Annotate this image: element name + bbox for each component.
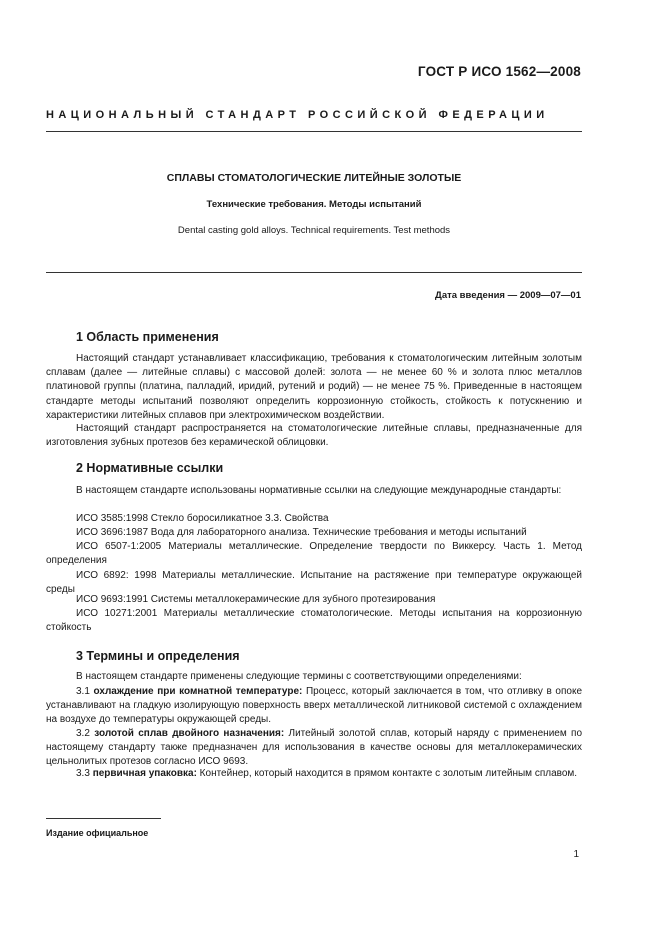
section-3-heading: 3 Термины и определения <box>76 649 240 663</box>
section-2-paragraph-1: В настоящем стандарте использованы нормативные ссылки на следующие международные стандарты: <box>76 485 562 496</box>
term-definition <box>46 767 582 781</box>
normative-reference: ИСО 6507-1:2005 Материалы металлические. Определение твердости по Виккерсу. Часть 1. Метод определения <box>46 541 582 567</box>
term-text: Процесс, который заключается в том, что отливку в опоке устанавливают на гладкую изолирующую поверхность вверх металлической литниковой системой с охлаждением на воздухе до температуры окружающей среды. <box>46 686 583 726</box>
normative-reference: ИСО 6892: 1998 Материалы металлические. Испытание на растяжение при температуре окружающей среды <box>46 570 582 596</box>
section-1-heading: 1 Область применения <box>76 330 219 344</box>
document-subtitle: Технические требования. Методы испытаний <box>206 199 422 210</box>
section-2-heading: 2 Нормативные ссылки <box>76 461 224 475</box>
normative-reference: ИСО 3696:1987 Вода для лабораторного анализа. Технические требования и методы испытаний <box>76 527 527 538</box>
section-3-paragraph-1: В настоящем стандарте применены следующие термины с соответствующими определениями: <box>76 671 522 682</box>
term-name: золотой сплав двойного назначения: <box>94 728 285 739</box>
introduction-date: Дата введения — 2009—07—01 <box>435 290 581 301</box>
term-number: 3.2 <box>76 728 90 739</box>
document-title: СПЛАВЫ СТОМАТОЛОГИЧЕСКИЕ ЛИТЕЙНЫЕ ЗОЛОТЫЕ <box>166 172 462 184</box>
term-name: охлаждение при комнатной температуре: <box>93 686 303 697</box>
normative-reference: ИСО 9693:1991 Системы металлокерамические для зубного протезирования <box>76 594 436 605</box>
section-1-paragraph-2: Настоящий стандарт распространяется на стоматологические литейные сплавы, предназначенные для изготовления зубных протезов без керамической облицовки. <box>46 423 582 449</box>
term-number: 3.1 <box>76 686 90 697</box>
header-divider <box>46 131 582 132</box>
title-divider <box>46 272 582 273</box>
term-text: Контейнер, который находится в прямом контакте с золотым литейным сплавом. <box>196 768 578 779</box>
normative-reference: ИСО 3585:1998 Стекло боросиликатное 3.3. Свойства <box>76 513 329 524</box>
normative-reference: ИСО 10271:2001 Материалы металлические стоматологические. Методы испытания на коррозионную стойкость <box>46 608 582 634</box>
document-code: ГОСТ Р ИСО 1562—2008 <box>417 64 581 79</box>
document-title-english: Dental casting gold alloys. Technical requirements. Test methods <box>177 225 451 236</box>
term-number: 3.3 <box>76 768 90 779</box>
national-standard-banner: НАЦИОНАЛЬНЫЙ СТАНДАРТ РОССИЙСКОЙ ФЕДЕРАЦИИ <box>46 109 549 121</box>
footer-divider <box>46 818 161 819</box>
term-name: первичная упаковка: <box>92 768 197 779</box>
term-definition <box>46 685 582 728</box>
term-text: Литейный золотой сплав, который наряду с применением по настоящему стандарту также предназначен для использования в качестве основы для металлокерамических цельнолитых протезов согласно ИСО 9693. <box>46 728 583 768</box>
edition-note: Издание официальное <box>46 828 149 838</box>
section-1-paragraph-1: Настоящий стандарт устанавливает классификацию, требования к стоматологическим литейным золотым сплавам (далее — литейные сплавы) с массовой долей: золота — не менее 60 % и золота плюс металлов платиновой группы (платина, палладий, иридий, рутений и родий) — не менее 75 %. Приведенные в настоящем стандарте методы испытаний позволяют определить коррозионную стойкость, стойкость к потускнению и характеристики литейных сплавов при электрохимическом воздействии. <box>46 353 582 421</box>
page-number: 1 <box>573 849 579 860</box>
term-definition <box>46 727 582 770</box>
